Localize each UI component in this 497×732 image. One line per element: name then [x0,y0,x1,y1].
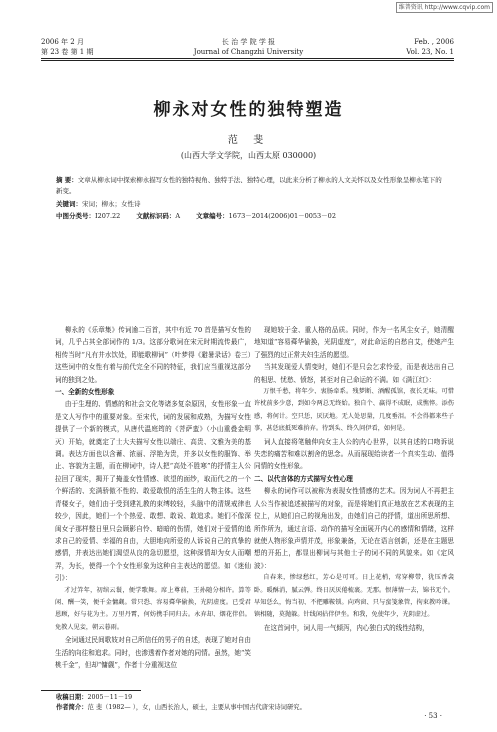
body-paragraph: 柳永的词作可以被称为表现女性情感的艺术。因为词人不再把主人公当作被追述被描写的对象，而是将她们真正地放在艺术表现的主位上，从她们自己的视角出发，由她们自己的抒情，道出所思所想、所作所为，通过言语、动作的描写全面展开内心的感情和情绪，这样就使人物形象声情并茂，形象兼备，无论在语言创新，还是在主题思想的开拓上，都显出柳词与其他士子的词不同的风貌来。如《定风波》： [254,487,454,570]
body-paragraph: 在这首词中，词人用一气倾泻，内心独白式的线性结构， [263,623,429,632]
received-date: 2005－11－19 [87,694,133,701]
issue-volume-en: Vol. 23, No. 1 [406,48,454,56]
doc-code-value: A [175,212,181,220]
footnote-author [56,703,306,713]
author-affiliation: (山西大学文学院，山西太原 030000) [180,151,317,160]
journal-name-en: Journal of Changzhi University [193,48,304,56]
body-paragraph: 当其发现爱人情变时，她们不是只会乞求怜爱，而是表达出自己的相思、忧愁、愤怒，甚至对自己命运的不满。如《满江红》： [254,363,454,384]
issue-date: 2006 年 2 月 [41,38,84,46]
keywords-label: 关键词： [56,200,82,208]
body-paragraph: 全词通过民间歌妓对自己所信任的男子的自述，表现了她对自由生活的向往和追求。同时，也渗透着作者对她的同情。虽然，她“笑桃千金”，但却“慵觑”，作者十分重视这位 [55,636,251,669]
abstract-label: 摘 要： [56,176,78,184]
body-paragraph: 柳永的《乐章集》传词逾二百首，其中有近 70 首是描写女性的词，几乎占其全部词作的 1/3。这部分歌词在宋元时期流传最广，相传当时“凡有井水饮处，即能歌柳词”（叶梦得《避暑录话》卷三）这些词中的女性有着与前代完全不同的特征，我们应当重视这部分词的独到之处。 [55,326,251,384]
poem-quote: 万恨千愁，将年少、衷肠牵系。残梦断、酒醒孤馆，夜长无味。可惜许枕前多少意，到如今两总无终始。独自个、赢得不成眠，成憔悴。添伤感，将何计。空只恁，厌厌地。无人处思量，几度垂泪。不会得都来些子事，甚恁底抵死难拚弃。待到头、终久问伊看，如何是。 [254,388,454,433]
issue-date-en: Feb. , 2006 [414,38,454,46]
author-bio: 范 斐（1982— ），女，山西长治人，硕士，主要从事中国古代唐宋诗词研究。 [87,704,306,711]
section-heading: 一、全新的女性形象 [55,388,115,397]
body-paragraph: 现她较于金、重人格的品质。同时，作为一名风尘女子，她清醒地知道“容易蕣华偷换，光阴虚度”，对此命运的自愁自艾，使她产生了强烈的过正常夫妇生活的愿望。 [254,326,454,359]
body-paragraph: 由于生理的、情感的和社会文化等诸多复杂原因，女性形象一直是文人写作中的重要对象。至宋代，词的发展和成熟，为描写女性提供了一个新的模式，从唐代温庭筠的《菩萨蛮》（小山重叠金明灭）开始，就奠定了士大夫描写女性以端庄、高贵、文雅为美的基调。表达方面也以含蓄、浓丽、浮艳为贵，并多以女性的服饰、举止、容貌为主题，而在柳词中，诗人把“高处不胜寒”的抒情主人公拉回了现实，揭开了掩盖女性情感、欲望的面纱，取而代之的一个个鲜活的、充满骄傲不性的、敢爱敢恨的活生生的人物主体。这些青楼女子，她们由于受到建礼教的束缚较轻，头脑中的清规戒律也较少，因此，她们一个个热爱、敢想、敢说、敢追求。她们不像深闺女子那样整日里只会顾影自怜、暗暗的伤情，她们对于爱情的追求自己的爱情、幸福的自由，大胆地向所爱的人诉说自己的真挚的感情，并表达出她们渴望从良的急切愿望，这种深情却为女人而嘲弄，为长，使得一个个女性形象为这种自主表达的愿望。如《迷仙引》： [55,400,251,583]
issue-volume: 第 23 卷 第 1 期 [41,48,94,56]
classification-line [56,211,446,222]
keywords-text: 宋词；柳永；女性诗 [82,200,141,208]
journal-name-cn: 长 治 学 院 学 报 [221,38,276,46]
poem-quote: 自春来，惨绿愁红，芳心是可可。日上花梢，莺穿柳带，犹压香衾卧。暖酥消，腻云亸。终日厌厌倦梳裹。无那。恨薄情一去，锦书无个。早知恁么，悔当初、不把雕鞍锁。向鸡窗、只与蛮笺象管，拘束教吟课。镇相随，莫抛躲。针线闲拈伴伊坐。和我，免使年少，光阴虚过。 [254,574,454,619]
received-label: 收稿日期： [56,694,88,701]
article-no-label: 文章编号： [196,212,229,220]
keywords [56,199,446,210]
right-column [254,324,454,634]
article-title: 柳永对女性的独特塑造 [153,100,344,120]
clc-label: 中图分类号： [56,212,95,220]
article-no-value: 1673－2014(2006)01－0053－02 [228,212,336,220]
clc-value: I207.22 [95,212,121,220]
abstract-text: 文章从柳永词中探索柳永描写女性的独特视角、独特手法、独特心理，以此来分析了柳永的人文关怀以及女性形象呈柳永笔下的新变。 [56,176,442,195]
doc-code-label: 文献标识码： [136,212,176,220]
watermark-stamp: 维普资讯 http://www.cqvip.com [396,2,493,13]
abstract [56,175,446,197]
footnote-rule [41,690,141,691]
left-column [55,324,251,671]
header-rule [41,58,454,59]
footnote-received [56,693,132,703]
header-rule-thin [41,60,454,61]
article-author: 范 斐 [227,135,270,146]
body-paragraph: 词人直接将笔触伸向女主人公的内心世界，以其自述的口吻诉说失恋的痛苦和难以割舍的思念。从而展现给读者一个真实生动、值得同情的女性形象。 [254,437,454,471]
section-heading: 二、以代言体的方式描写女性心理 [254,474,353,483]
author-bio-label: 作者简介： [56,704,88,711]
page-number: · 53 · [424,712,442,720]
poem-quote: 才过笄年，初绾云鬟，便学歌舞。席上尊前，王孙随分相许。算等闲、酬一笑，便千金慵觑。常只恐、容易蕣华偷换，光阴虚度。已受君恩顾，好与花为主。万里丹霄，何妨携手同归去。永弃却、烟花伴侣。免教人见妾，朝云暮雨。 [55,586,251,631]
